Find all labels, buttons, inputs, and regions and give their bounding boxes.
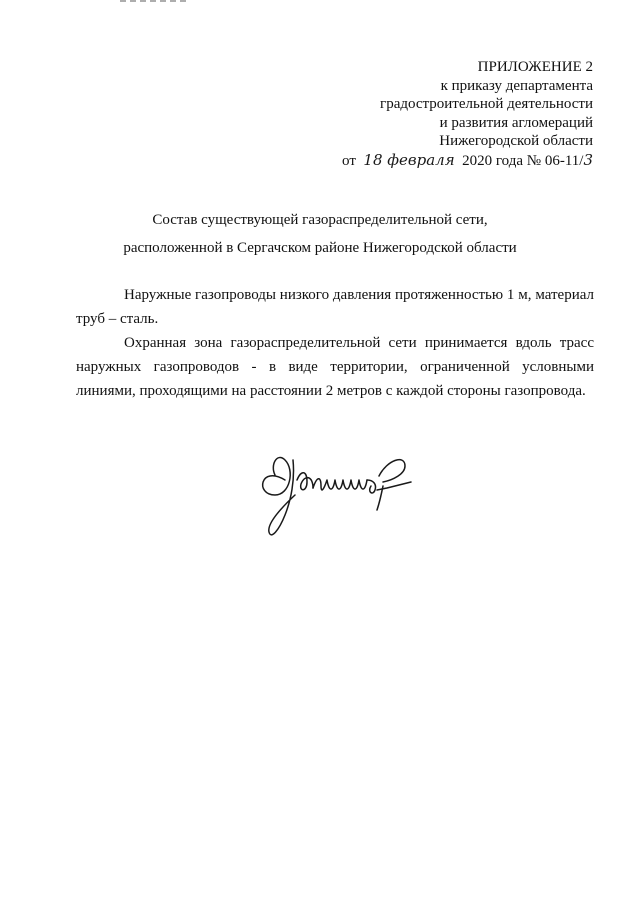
document-body [76, 283, 594, 403]
appendix-line-3: и развития агломераций [439, 114, 593, 131]
document-title [0, 206, 640, 262]
handwritten-signature-icon [255, 440, 425, 550]
appendix-line-4: Нижегородской области [439, 133, 593, 150]
title-line-1: Состав существующей газораспределительной сети, [152, 212, 488, 228]
title-line-2: расположенной в Сергачском районе Нижегородской области [123, 240, 517, 256]
date-year-number: 2020 года № 06-11/ [462, 152, 584, 169]
appendix-line-1: к приказу департамента [440, 77, 593, 94]
paragraph-2: Охранная зона газораспределительной сети принимается вдоль трасс наружных газопроводов - в виде территории, ограниченной условными линиями, проходящими на расстоянии 2 метров с каждой стороны газопровода. [76, 335, 594, 399]
appendix-line-2: градостроительной деятельности [380, 96, 593, 113]
handwritten-date: 18 февраля [363, 150, 455, 169]
appendix-title: ПРИЛОЖЕНИЕ 2 [477, 59, 593, 75]
appendix-date-line [342, 151, 593, 171]
scan-artifact [120, 0, 190, 2]
handwritten-number: 3 [583, 150, 593, 169]
paragraph-1: Наружные газопроводы низкого давления протяженностью 1 м, материал труб – сталь. [76, 287, 594, 327]
date-prefix: от [342, 152, 356, 169]
appendix-header [342, 58, 593, 171]
